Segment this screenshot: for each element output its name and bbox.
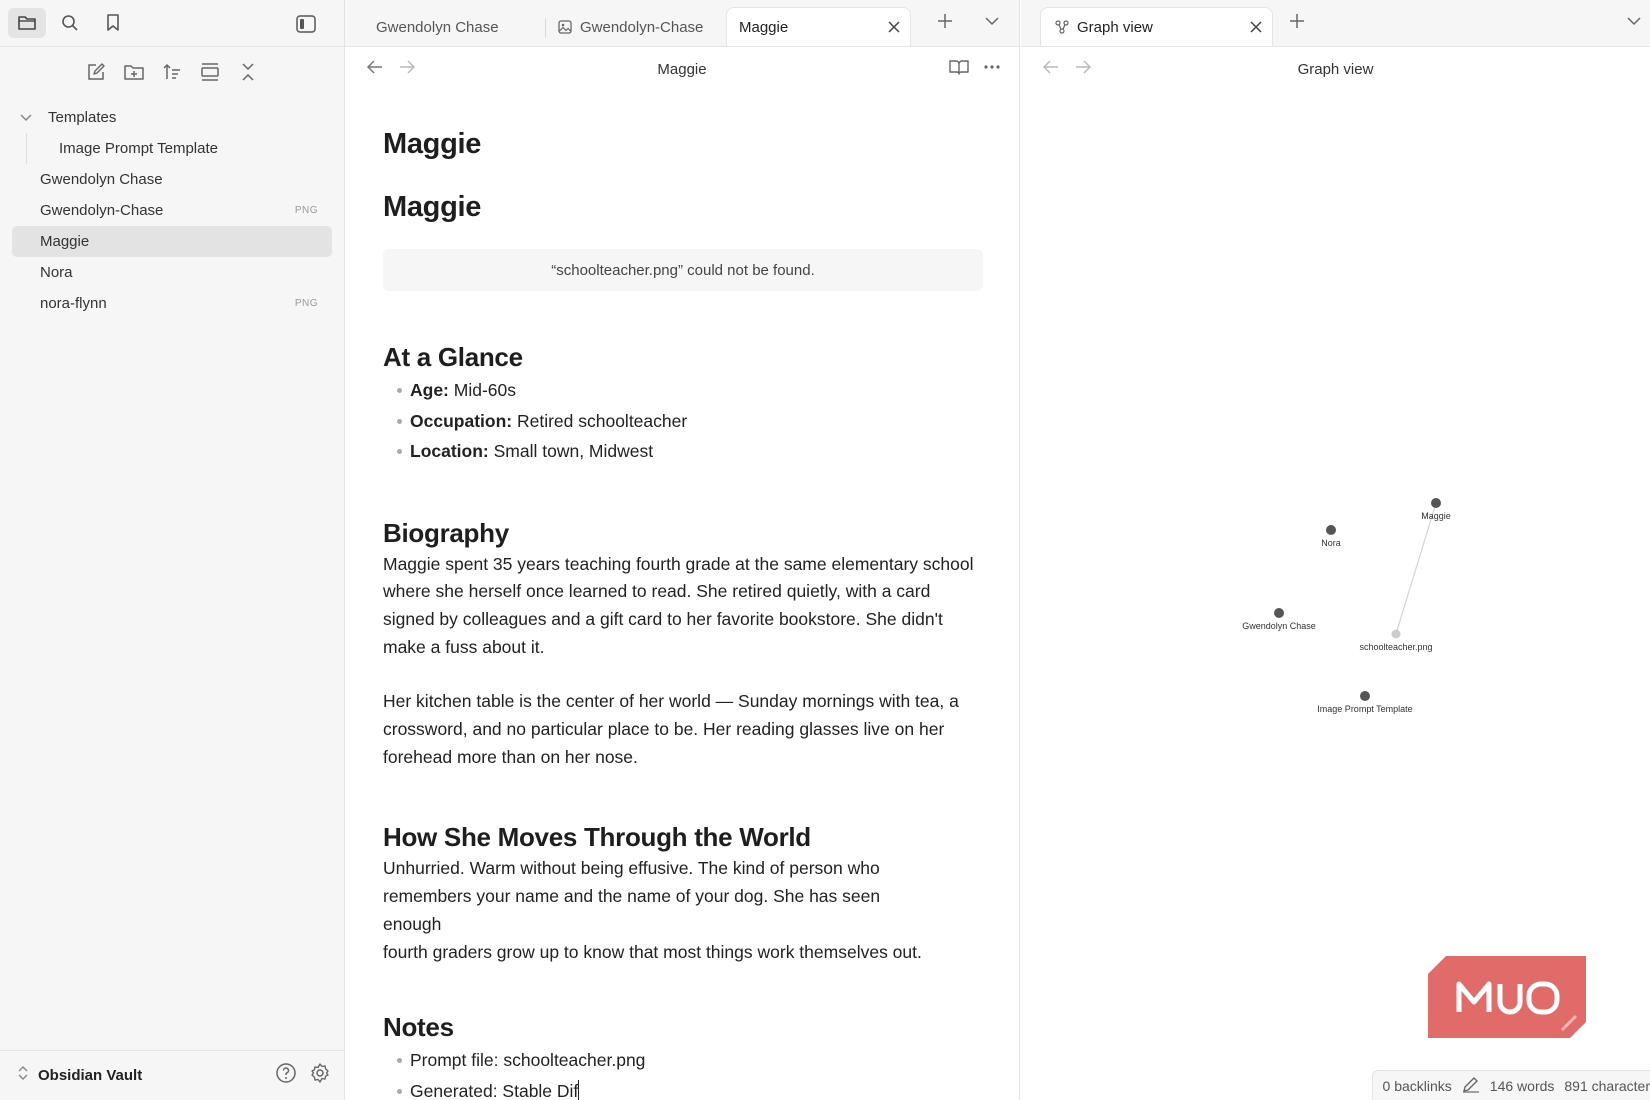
list-item-value: Small town, Midwest [488,441,654,461]
tree-item-label: Nora [40,264,73,281]
tree-item-label: Gwendolyn-Chase [40,202,164,219]
graph-svg[interactable] [1021,91,1650,1100]
back-arrow-icon[interactable] [367,60,383,79]
graph-tab-bar [1021,0,1650,47]
file-extension-badge: PNG [294,205,318,216]
close-icon[interactable] [888,21,900,33]
auto-reveal-icon[interactable] [197,59,223,85]
settings-gear-icon[interactable] [309,1062,331,1089]
files-icon[interactable] [8,8,46,38]
tab-maggie[interactable] [726,7,911,46]
tab-graph-view[interactable] [1040,7,1273,46]
tab-label: Maggie [739,18,789,36]
muo-logo-watermark [1426,954,1588,1038]
graph-canvas[interactable] [1021,91,1650,1100]
note-pane [345,0,1020,1100]
note-view-actions [949,59,1001,80]
graph-node-label: Image Prompt Template [1317,704,1413,714]
new-tab-icon[interactable] [937,13,953,29]
list-item-text: Generated: Stable Dif [410,1080,579,1100]
text-cursor [578,1080,579,1100]
bookmark-icon[interactable] [94,8,132,38]
graph-node-gwendolyn-chase[interactable] [1242,608,1316,631]
at-a-glance-list [383,375,983,467]
section-heading-moves[interactable]: How She Moves Through the World [383,822,811,853]
graph-nav-header [1021,47,1650,91]
tree-item-label: Image Prompt Template [59,140,218,157]
more-options-icon[interactable] [983,59,1001,80]
new-note-icon[interactable] [83,59,109,85]
list-item[interactable] [383,375,983,406]
list-item-key: Occupation: [410,410,513,431]
inline-title[interactable]: Maggie [383,128,482,160]
file-extension-badge: PNG [294,298,318,309]
biography-paragraph[interactable]: Maggie spent 35 years teaching fourth grade at the same elementary school where she herself once learned to read. She retired quietly, with a card signed by colleagues and a gift card to her favorite bookstore. She didn't make a fuss about it. [383,553,974,657]
folder-templates[interactable] [12,102,332,133]
sort-icon[interactable] [159,59,185,85]
list-item-value: Retired schoolteacher [512,410,688,431]
search-icon[interactable] [51,8,89,38]
moves-paragraph[interactable] [383,855,923,938]
tab-label: Graph view [1077,18,1153,36]
section-heading-notes[interactable]: Notes [383,1012,454,1043]
chevron-down-icon[interactable] [20,114,36,122]
chevron-updown-icon[interactable] [18,1065,28,1086]
editing-mode-pencil-icon[interactable] [1462,1075,1480,1096]
left-sidebar [0,0,345,1100]
section-heading-at-a-glance[interactable]: At a Glance [383,342,523,372]
note-editor[interactable] [383,128,983,1100]
graph-view-title: Graph view [1297,60,1374,78]
tree-item-label: Maggie [40,233,90,250]
history-nav [367,60,415,79]
character-count: 891 character [1564,1077,1650,1094]
backlinks-count[interactable]: 0 backlinks [1382,1077,1452,1094]
vault-actions [275,1062,331,1089]
list-item-key: Age: [410,380,449,400]
graph-node-label: schoolteacher.png [1359,642,1433,652]
vault-switcher[interactable] [0,1050,345,1100]
graph-icon [1055,20,1069,34]
chevron-down-icon[interactable] [1627,17,1641,26]
history-nav [1043,60,1091,79]
graph-node-image-prompt-template[interactable] [1317,691,1412,714]
file-nora[interactable] [12,257,332,288]
chevron-down-icon[interactable] [985,17,999,26]
collapse-all-icon[interactable] [235,59,261,85]
biography-paragraph[interactable]: Her kitchen table is the center of her world — Sunday mornings with tea, a crossword, and no particular place to be. Her reading glasses live on her forehead more than on her nose. [383,691,959,767]
graph-pane [1021,0,1650,1100]
forward-arrow-icon[interactable] [1075,60,1091,79]
notes-list [383,1045,983,1100]
note-heading-1[interactable]: Maggie [383,191,482,223]
graph-node-maggie[interactable] [1421,498,1451,521]
list-item[interactable] [383,436,983,467]
file-nora-flynn-png[interactable] [12,288,332,319]
list-item[interactable] [383,1076,983,1100]
tree-item-label: Gwendolyn Chase [40,171,163,188]
file-image-prompt-template[interactable] [12,133,332,164]
forward-arrow-icon[interactable] [399,60,415,79]
note-view-title: Maggie [657,60,707,78]
vault-name[interactable]: Obsidian Vault [38,1067,143,1084]
close-icon[interactable] [1250,21,1262,33]
list-item-value: Mid-60s [448,380,516,400]
tree-item-label: Templates [48,109,117,126]
sidebar-toggle-icon[interactable] [287,9,325,39]
note-tab-bar [345,0,1019,47]
tab-label: Gwendolyn-Chase [580,18,704,36]
new-tab-icon[interactable] [1289,13,1305,29]
back-arrow-icon[interactable] [1043,60,1059,79]
section-heading-biography[interactable]: Biography [383,517,509,548]
note-nav-header [345,47,1019,91]
file-tree [0,102,344,319]
moves-line: Unhurried. Warm without being effusive. The kind of person who remembers your name and the name of your dog. She has seen enough [383,858,881,934]
image-file-icon [558,20,572,34]
graph-node-label: Maggie [1421,511,1451,521]
tab-gwendolyn-chase-png[interactable] [546,8,726,46]
graph-node-label: Nora [1321,538,1341,548]
file-gwendolyn-chase[interactable] [12,164,332,195]
tab-label: Gwendolyn Chase [376,18,499,36]
missing-embed-notice[interactable]: “schoolteacher.png” could not be found. [383,249,983,291]
reading-view-book-icon[interactable] [949,59,969,80]
status-bar [1372,1070,1650,1100]
graph-node-label: Gwendolyn Chase [1242,621,1316,631]
sidebar-ribbon [0,0,344,47]
file-gwendolyn-chase-png[interactable] [12,195,332,226]
word-count: 146 words [1489,1077,1555,1094]
file-maggie[interactable] [12,226,332,257]
file-explorer-actions [0,47,344,97]
graph-link [1396,503,1436,634]
list-item[interactable]: Prompt file: schoolteacher.png [383,1045,983,1076]
list-item-key: Location: [410,441,489,461]
graph-node-nora[interactable] [1321,525,1341,548]
tab-gwendolyn-chase[interactable] [345,8,545,46]
graph-node-schoolteacher-png[interactable] [1359,630,1432,653]
list-item[interactable] [383,406,983,437]
tree-item-label: nora-flynn [40,295,107,312]
moves-paragraph[interactable]: fourth graders grow up to know that most things work themselves out. [383,941,922,962]
help-icon[interactable] [275,1062,297,1089]
new-folder-icon[interactable] [121,59,147,85]
